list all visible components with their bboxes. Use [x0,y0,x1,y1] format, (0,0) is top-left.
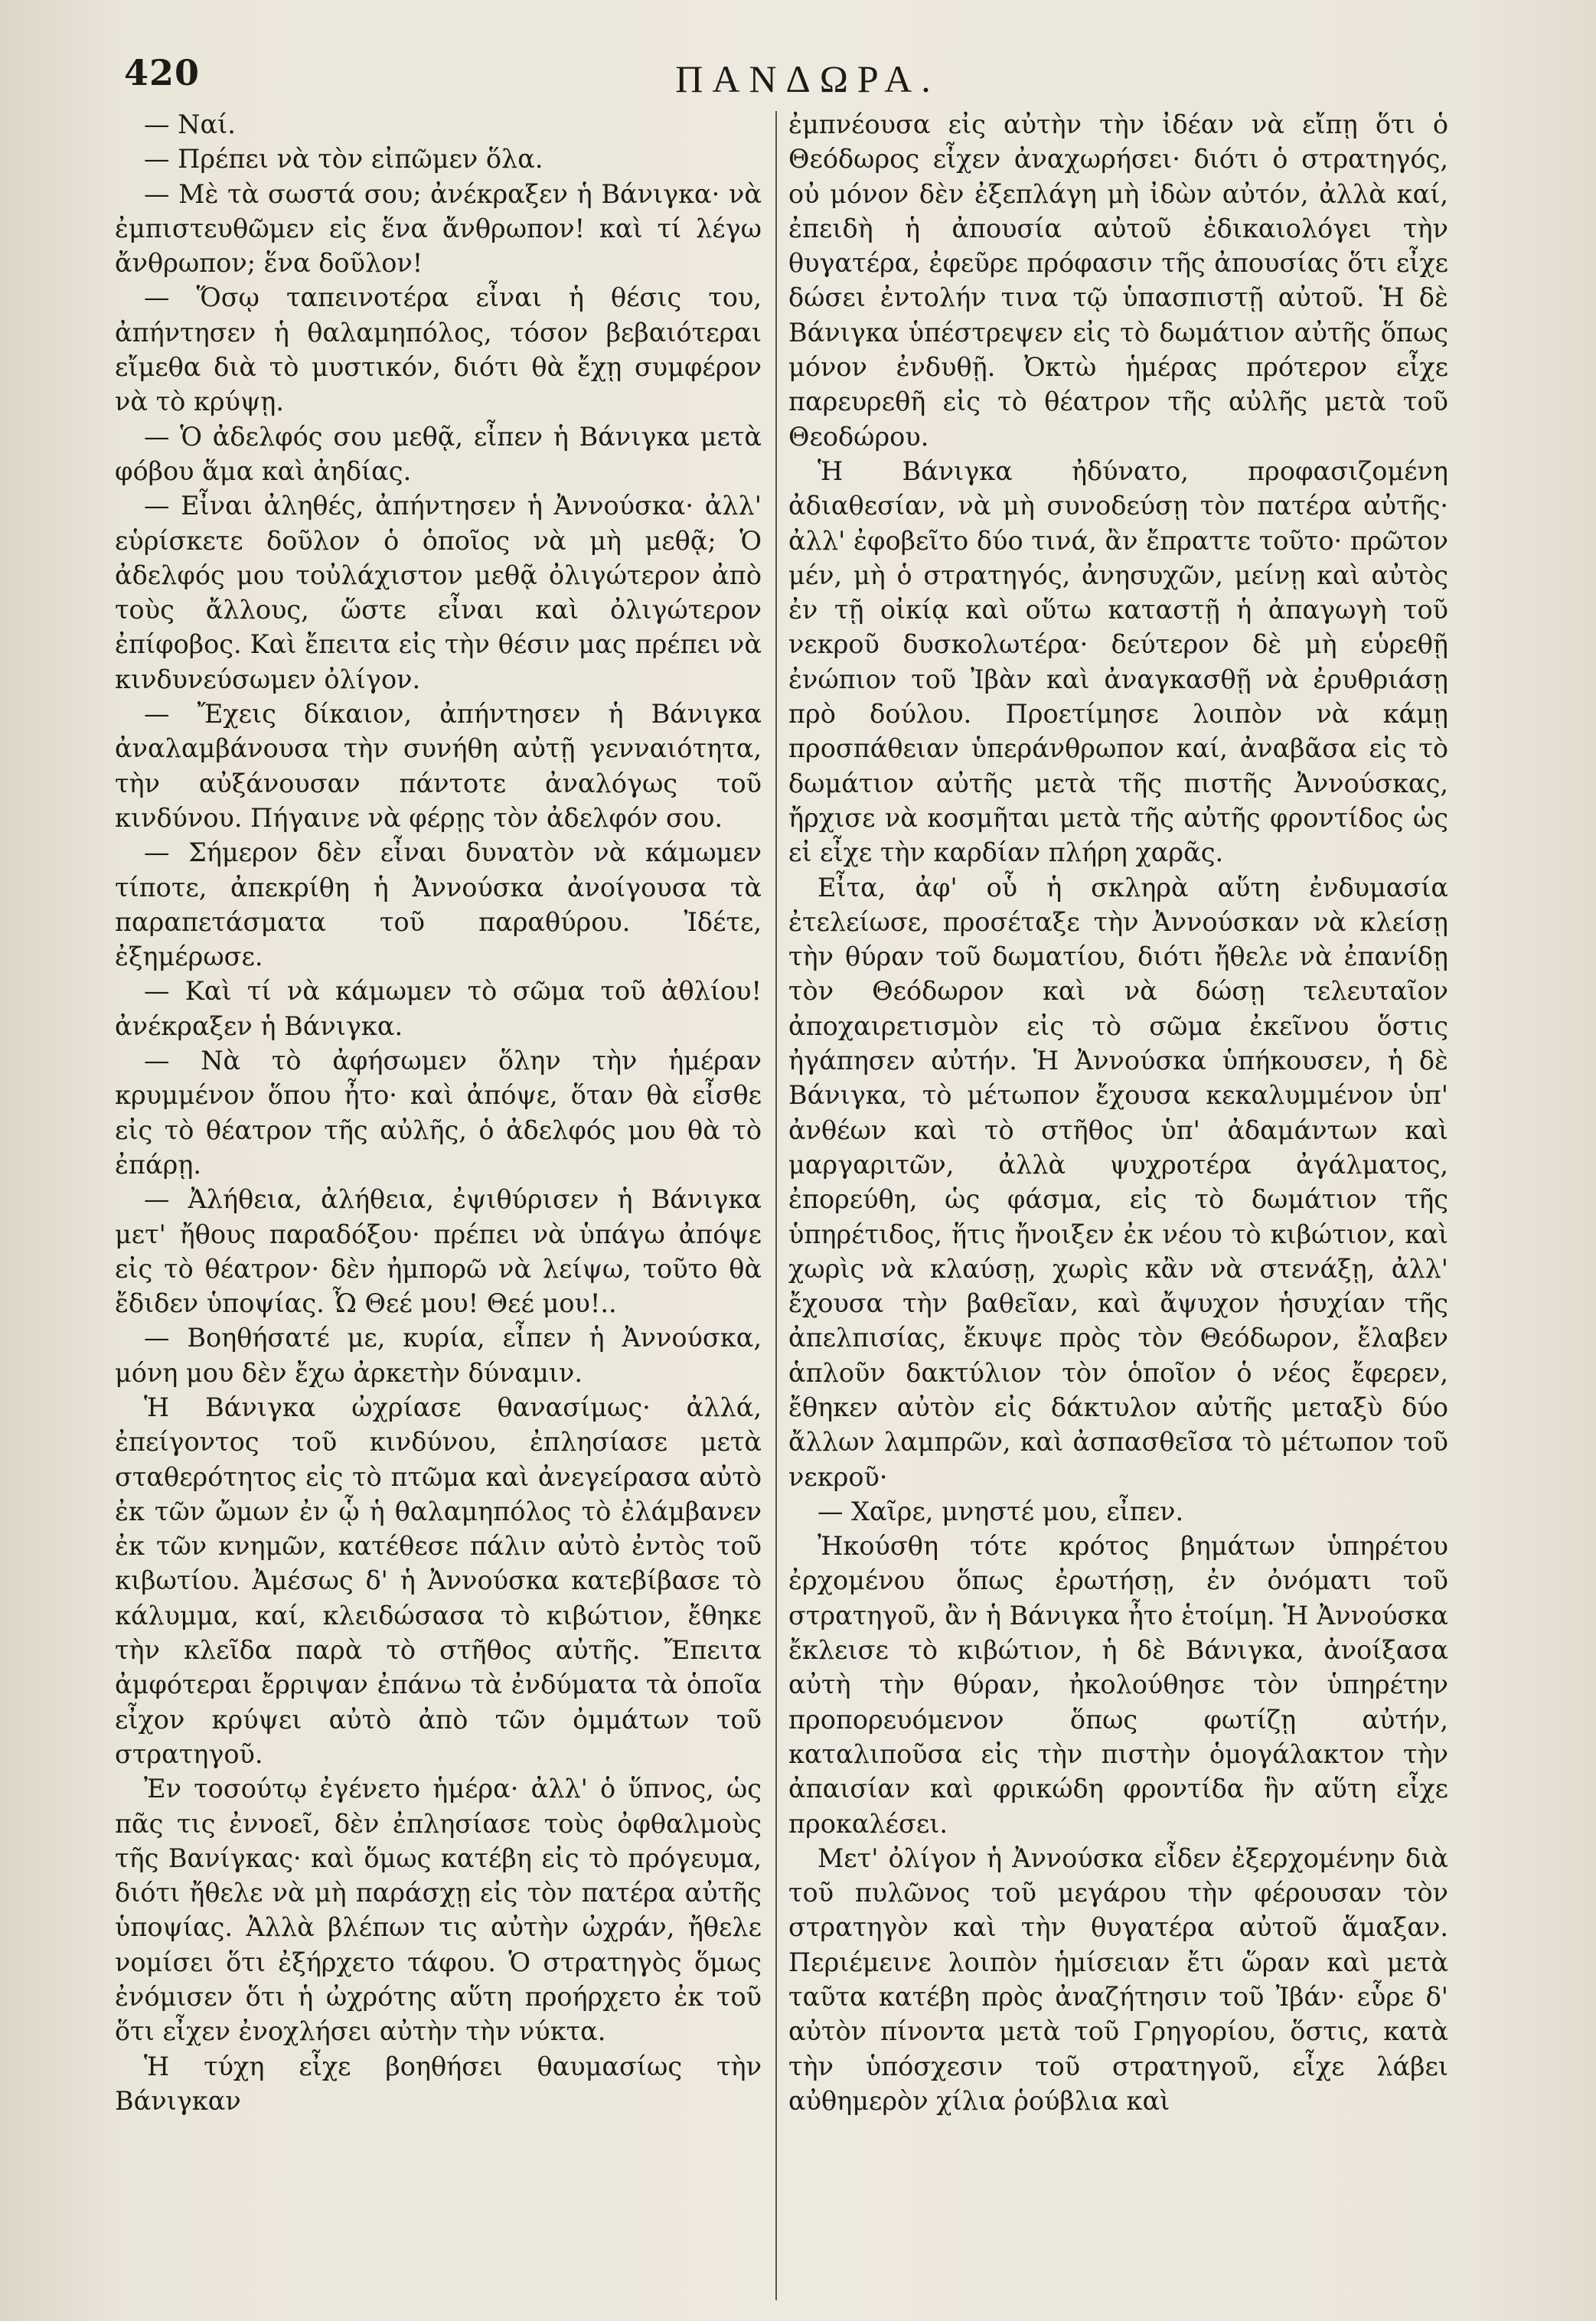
paragraph: ἐμπνέουσα εἰς αὐτὴν τὴν ἰδέαν νὰ εἴπῃ ὅτι ὁ Θεόδωρος εἶχεν ἀναχωρήσει· διότι ὁ στρατηγός, οὐ μόνον δὲν ἐξεπλάγη μὴ ἰδὼν αὐτόν, ἀλλὰ καί, ἐπειδὴ ἡ ἀπουσία αὐτοῦ ἐδικαιολόγει τὴν θυγατέρα, ἐφεῦρε πρόφασιν τῆς ἀπουσίας ὅτι εἶχε δώσει ἐντολήν τινα τῷ ὑπασπιστῇ αὐτοῦ. Ἡ δὲ Βάνιγκα ὑπέστρεψεν εἰς τὸ δωμάτιον αὐτῆς ὅπως μόνον ἐνδυθῇ. Ὀκτὼ ἡμέρας πρότερον εἶχε παρευρεθῆ εἰς τὸ θέατρον τῆς αὐλῆς μετὰ τοῦ Θεοδώρου. [788,109,1448,452]
paragraph: — Ἔχεις δίκαιον, ἀπήντησεν ἡ Βάνιγκα ἀναλαμβάνουσα τὴν συνήθη αὐτῇ γενναιότητα, τὴν αὐξάνουσαν πάντοτε ἀναλόγως τοῦ κινδύνου. Πήγαινε νὰ φέρῃς τὸν ἀδελφόν σου. [115,699,762,833]
paragraph: Ἠκούσθη τότε κρότος βημάτων ὑπηρέτου ἐρχομένου ὅπως ἐρωτήσῃ, ἐν ὀνόματι τοῦ στρατηγοῦ, ἂν ἡ Βάνιγκα ἦτο ἑτοίμη. Ἡ Ἀννούσκα ἔκλεισε τὸ κιβώτιον, ἡ δὲ Βάνιγκα, ἀνοίξασα αὐτὴ τὴν θύραν, ἠκολούθησε τὸν ὑπηρέτην προπορευόμενον ὅπως φωτίζῃ αὐτήν, καταλιποῦσα εἰς τὴν πιστὴν ὁμογάλακτον τὴν ἀπαισίαν καὶ φρικώδη φροντίδα ἣν αὕτη εἶχε προκαλέσει. [788,1531,1448,1839]
paragraph: — Ὅσῳ ταπεινοτέρα εἶναι ἡ θέσις του, ἀπήντησεν ἡ θαλαμηπόλος, τόσον βεβαιότεραι εἴμεθα διὰ τὸ μυστικόν, διότι θὰ ἔχῃ συμφέρον νὰ τὸ κρύψῃ. [115,282,762,417]
paragraph: Ἐν τοσούτῳ ἐγένετο ἡμέρα· ἀλλ' ὁ ὕπνος, ὡς πᾶς τις ἐννοεῖ, δὲν ἐπλησίασε τοὺς ὀφθαλμοὺς τῆς Βανίγκας· καὶ ὅμως κατέβη εἰς τὸ πρόγευμα, διότι ἤθελε νὰ μὴ παράσχῃ εἰς τὸν πατέρα αὐτῆς ὑποψίας. Ἀλλὰ βλέπων τις αὐτὴν ὠχράν, ἤθελε νομίσει ὅτι ἐξήρχετο τάφου. Ὁ στρατηγὸς ὅμως ἐνόμισεν ὅτι ἡ ὠχρότης αὕτη προήρχετο ἐκ τοῦ ὅτι εἶχεν ἐνοχλήσει αὐτὴν τὴν νύκτα. [115,1774,762,2047]
paragraph: — Καὶ τί νὰ κάμωμεν τὸ σῶμα τοῦ ἀθλίου! ἀνέκραξεν ἡ Βάνιγκα. [115,976,762,1041]
paragraph: Ἡ Βάνιγκα ἠδύνατο, προφασιζομένη ἀδιαθεσίαν, νὰ μὴ συνοδεύσῃ τὸν πατέρα αὐτῆς· ἀλλ' ἐφοβεῖτο δύο τινά, ἂν ἔπραττε τοῦτο· πρῶτον μέν, μὴ ὁ στρατηγός, ἀνησυχῶν, μείνῃ καὶ αὐτὸς ἐν τῇ οἰκίᾳ καὶ οὕτω καταστῇ ἡ ἀπαγωγὴ τοῦ νεκροῦ δυσκολωτέρα· δεύτερον δὲ μὴ εὑρεθῇ ἐνώπιον τοῦ Ἰβὰν καὶ ἀναγκασθῇ νὰ ἐρυθριάσῃ πρὸ δούλου. Προετίμησε λοιπὸν νὰ κάμῃ προσπάθειαν ὑπεράνθρωπον καί, ἀναβᾶσα εἰς τὸ δωμάτιον αὐτῆς μετὰ τῆς πιστῆς Ἀννούσκας, ἤρχισε νὰ κοσμῆται μετὰ τῆς αὐτῆς φροντίδος ὡς εἰ εἶχε τὴν καρδίαν πλήρη χαρᾶς. [788,455,1448,868]
paragraph: — Ἀλήθεια, ἀλήθεια, ἐψιθύρισεν ἡ Βάνιγκα μετ' ἤθους παραδόξου· πρέπει νὰ ὑπάγω ἀπόψε εἰς τὸ θέατρον· δὲν ἠμπορῶ νὰ λείψω, τοῦτο θὰ ἔδιδεν ὑποψίας. Ὦ Θεέ μου! Θεέ μου!.. [115,1184,762,1319]
paragraph: Μετ' ὀλίγον ἡ Ἀννούσκα εἶδεν ἐξερχομένην διὰ τοῦ πυλῶνος τοῦ μεγάρου τὴν φέρουσαν τὸν στρατηγὸν καὶ τὴν θυγατέρα αὐτοῦ ἅμαξαν. Περιέμεινε λοιπὸν ἡμίσειαν ἔτι ὥραν καὶ μετὰ ταῦτα κατέβη πρὸς ἀναζήτησιν τοῦ Ἰβάν· εὗρε δ' αὐτὸν πίνοντα μετὰ τοῦ Γρηγορίου, ὅστις, κατὰ τὴν ὑπόσχεσιν τοῦ στρατηγοῦ, εἶχε λάβει αὐθημερὸν χίλια ῥούβλια καὶ [788,1843,1448,2116]
page-header [107,46,1508,107]
paragraph: — Ναί. [144,109,236,139]
column-divider [775,111,777,2300]
paragraph: — Χαῖρε, μνηστέ μου, εἶπεν. [818,1496,1184,1526]
paragraph: — Μὲ τὰ σωστά σου; ἀνέκραξεν ἡ Βάνιγκα· νὰ ἐμπιστευθῶμεν εἰς ἕνα ἄνθρωπον! καὶ τί λέγω ἄνθρωπον; ἕνα δοῦλον! [115,178,762,279]
paragraph: — Ὁ ἀδελφός σου μεθᾷ, εἶπεν ἡ Βάνιγκα μετὰ φόβου ἅμα καὶ ἀηδίας. [115,421,762,486]
left-column [115,107,762,2304]
paragraph: Ἡ Βάνιγκα ὠχρίασε θανασίμως· ἀλλά, ἐπείγοντος τοῦ κινδύνου, ἐπλησίασε μετὰ σταθερότητος εἰς τὸ πτῶμα καὶ ἀνεγείρασα αὐτὸ ἐκ τῶν ὤμων ἐν ᾧ ἡ θαλαμηπόλος τὸ ἐλάμβανεν ἐκ τῶν κνημῶν, κατέθεσε πάλιν αὐτὸ ἐντὸς τοῦ κιβωτίου. Ἀμέσως δ' ἡ Ἀννούσκα κατεβίβασε τὸ κάλυμμα, καί, κλειδώσασα τὸ κιβώτιον, ἔθηκε τὴν κλεῖδα παρὰ τὸ στῆθος αὐτῆς. Ἔπειτα ἀμφότεραι ἔρριψαν ἐπάνω τὰ ἐνδύματα τὰ ὁποῖα εἶχον κρύψει αὐτὸ ἀπὸ τῶν ὀμμάτων τοῦ στρατηγοῦ. [115,1392,762,1769]
right-column [788,107,1448,2304]
paragraph: — Σήμερον δὲν εἶναι δυνατὸν νὰ κάμωμεν τίποτε, ἀπεκρίθη ἡ Ἀννούσκα ἀνοίγουσα τὰ παραπετάσματα τοῦ παραθύρου. Ἰδέτε, ἐξημέρωσε. [115,837,762,972]
paragraph: — Νὰ τὸ ἀφήσωμεν ὅλην τὴν ἡμέραν κρυμμένον ὅπου ἦτο· καὶ ἀπόψε, ὅταν θὰ εἶσθε εἰς τὸ θέατρον τῆς αὐλῆς, ὁ ἀδελφός μου θὰ τὸ ἐπάρῃ. [115,1046,762,1180]
paragraph: — Εἶναι ἀληθές, ἀπήντησεν ἡ Ἀννούσκα· ἀλλ' εὑρίσκετε δοῦλον ὁ ὁποῖος νὰ μὴ μεθᾷ; Ὁ ἀδελφός μου τοὐλάχιστον μεθᾷ ὀλιγώτερον ἀπὸ τοὺς ἄλλους, ὥστε εἶναι καὶ ὀλιγώτερον ἐπίφοβος. Καὶ ἔπειτα εἰς τὴν θέσιν μας πρέπει νὰ κινδυνεύσωμεν ὀλίγον. [115,491,762,694]
paragraph: Ἡ τύχη εἶχε βοηθήσει θαυμασίως τὴν Βάνιγκαν [115,2051,762,2116]
paragraph: — Πρέπει νὰ τὸν εἰπῶμεν ὅλα. [144,144,543,175]
paragraph: — Βοηθήσατέ με, κυρία, εἶπεν ἡ Ἀννούσκα, μόνη μου δὲν ἔχω ἀρκετὴν δύναμιν. [115,1323,762,1388]
running-title: ΠΑΝΔΩΡΑ. [675,57,940,100]
page-number: 420 [124,52,201,93]
paragraph: Εἶτα, ἀφ' οὗ ἡ σκληρὰ αὕτη ἐνδυμασία ἐτελείωσε, προσέταξε τὴν Ἀννούσκαν νὰ κλείσῃ τὴν θύραν τοῦ δωματίου, διότι ἤθελε νὰ ἐπανίδῃ τὸν Θεόδωρον καὶ νὰ δώσῃ τελευταῖον ἀποχαιρετισμὸν εἰς τὸ σῶμα ἐκεῖνου ὅστις ἠγάπησεν αὐτήν. Ἡ Ἀννούσκα ὑπήκουσεν, ἡ δὲ Βάνιγκα, τὸ μέτωπον ἔχουσα κεκαλυμμένον ὑπ' ἀνθέων καὶ τὸ στῆθος ὑπ' ἀδαμάντων καὶ μαργαριτῶν, ἀλλὰ ψυχροτέρα ἀγάλματος, ἐπορεύθη, ὡς φάσμα, εἰς τὸ δωμάτιον τῆς ὑπηρέτιδος, ἥτις ἤνοιξεν ἐκ νέου τὸ κιβώτιον, καὶ χωρὶς νὰ κλαύσῃ, χωρὶς κἂν νὰ στενάξῃ, ἀλλ' ἔχουσα τὴν βαθεῖαν, καὶ ἄψυχον ἡσυχίαν τῆς ἀπελπισίας, ἔκυψε πρὸς τὸν Θεόδωρον, ἔλαβεν ἁπλοῦν δακτύλιον τὸν ὁποῖον ὁ νέος ἔφερεν, ἔθηκεν αὐτὸν εἰς δάκτυλον αὐτῆς μεταξὺ δύο ἄλλων λαμπρῶν, καὶ ἀσπασθεῖσα τὸ μέτωπον τοῦ νεκροῦ· [788,872,1448,1492]
